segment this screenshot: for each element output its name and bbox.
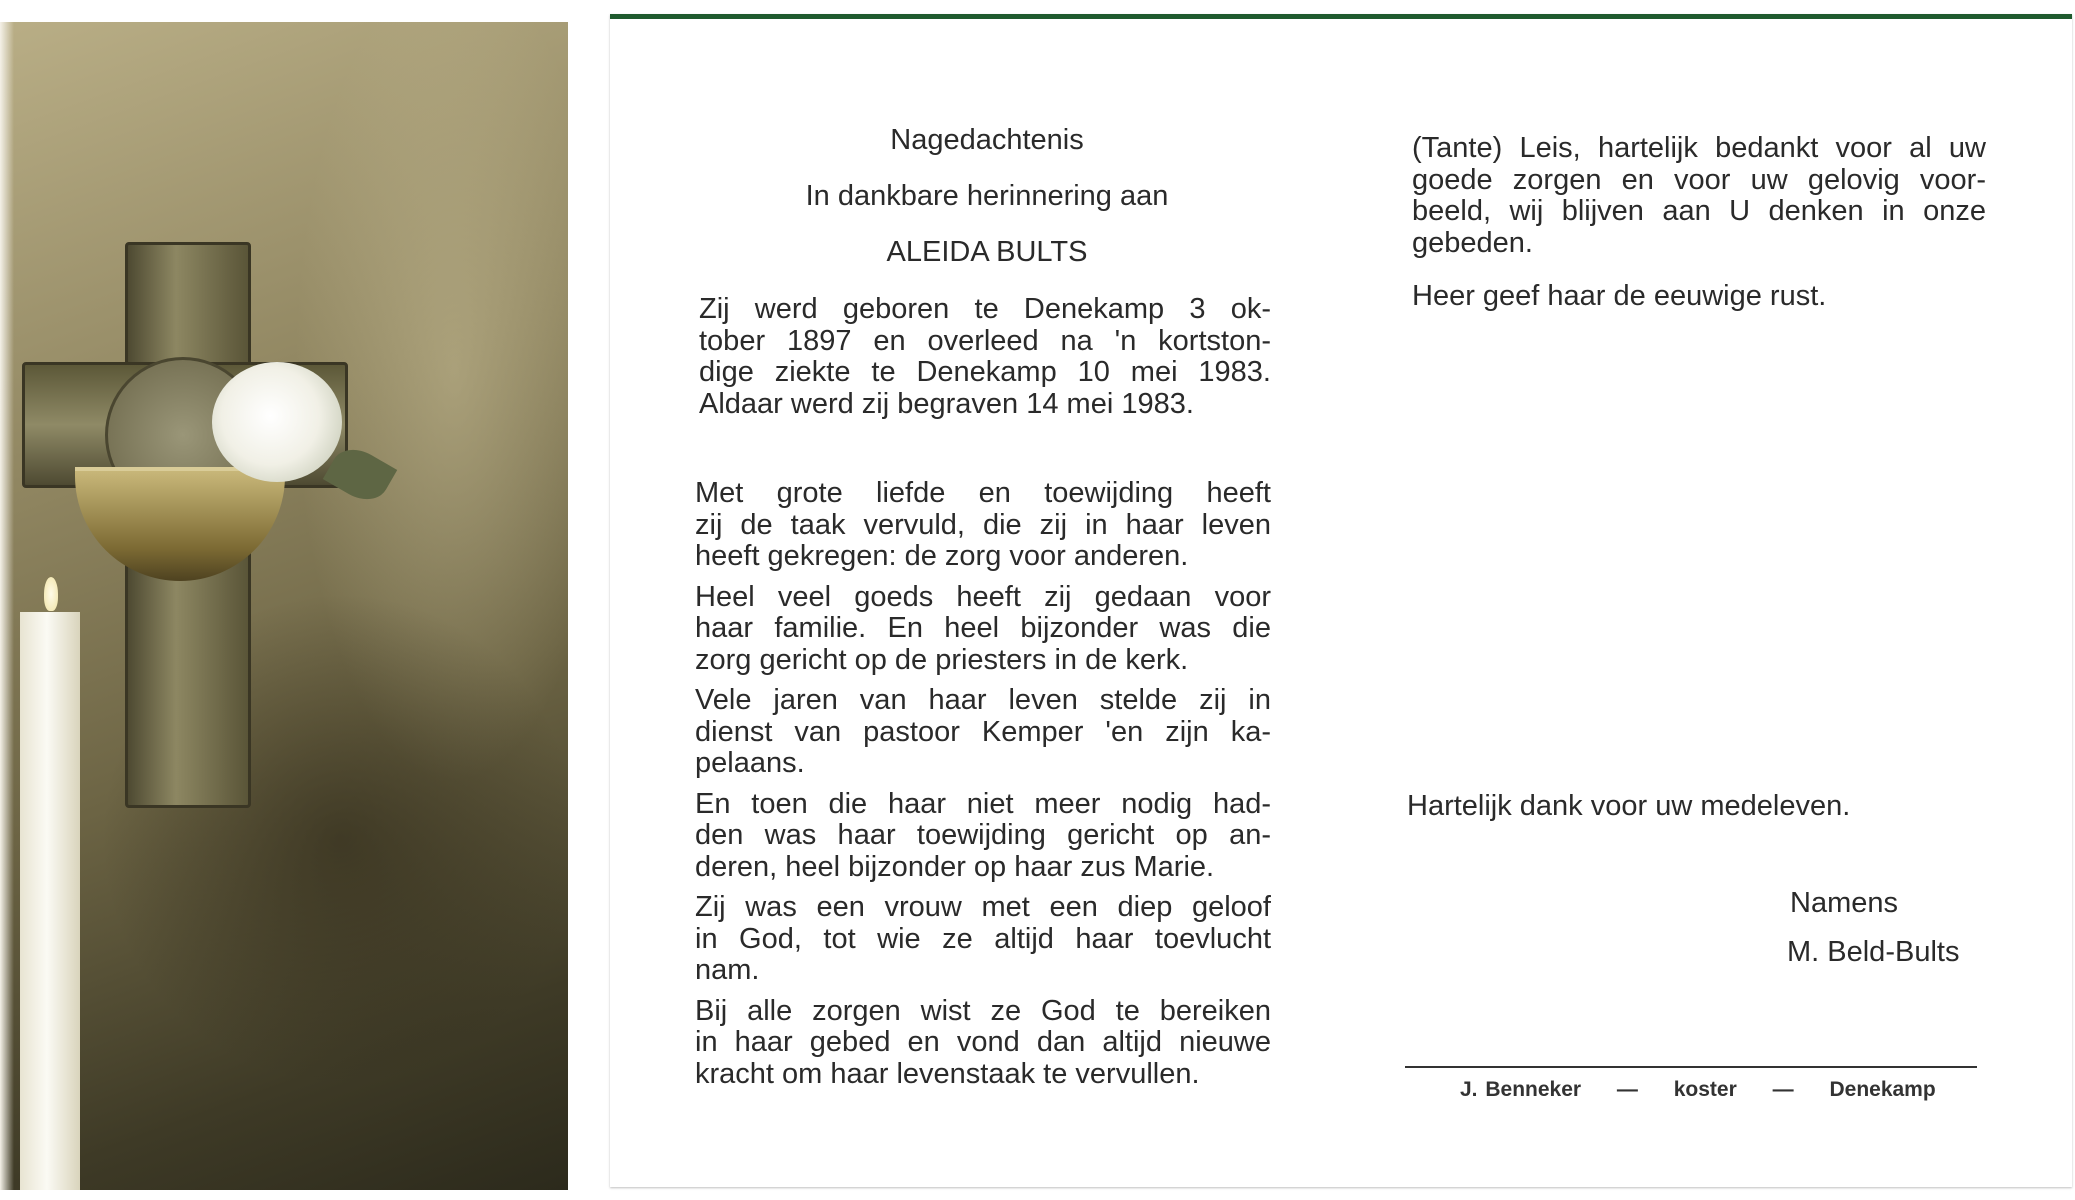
text-line: goede zorgen en voor uw gelovig voor-	[1412, 163, 1986, 196]
paragraph	[695, 478, 1271, 573]
text-line: (Tante) Leis, hartelijk bedankt voor al uw	[1412, 132, 1986, 164]
holy-water-bowl	[75, 467, 285, 581]
paragraph	[1412, 133, 1986, 259]
text-line: Met grote liefde en toewijding heeft	[695, 477, 1271, 509]
text-line: Vele jaren van haar leven stelde zij in	[695, 684, 1271, 716]
intro-paragraph	[699, 294, 1271, 429]
printer-place: Denekamp	[1829, 1078, 1936, 1101]
paragraph	[695, 892, 1271, 987]
card-title: Nagedachtenis	[890, 124, 1084, 156]
text-line: Aldaar werd zij begraven 14 mei 1983.	[699, 387, 1194, 420]
biography-paragraphs	[695, 478, 1271, 1099]
text-line: in haar gebed en vond dan altijd nieuwe	[695, 1026, 1271, 1058]
paragraph	[695, 789, 1271, 884]
text-line: zorg gericht op de priesters in de kerk.	[695, 643, 1189, 676]
photo-edge	[0, 22, 14, 1190]
text-line: Bij alle zorgen wist ze God te bereiken	[695, 994, 1271, 1027]
text-line: Heel veel goeds heeft zij gedaan voor	[695, 580, 1271, 613]
text-line: dienst van pastoor Kemper 'en zijn ka-	[695, 715, 1271, 748]
text-line: gebeden.	[1412, 226, 1533, 259]
text-line: dige ziekte te Denekamp 10 mei 1983.	[699, 356, 1271, 388]
text-line: beeld, wij blijven aan U denken in onze	[1412, 195, 1986, 227]
text-line: En toen die haar niet meer nodig had-	[695, 787, 1271, 820]
memorial-photo-cross-candle-flower	[0, 22, 568, 1190]
footer-dash: —	[1616, 1078, 1638, 1101]
text-line: haar familie. En heel bijzonder was die	[695, 612, 1271, 644]
signature-name: M. Beld-Bults	[1787, 936, 1960, 968]
paragraph	[695, 582, 1271, 677]
footer-dash: —	[1772, 1078, 1794, 1101]
text-line: Heer geef haar de eeuwige rust.	[1412, 280, 1827, 312]
paragraph	[695, 996, 1271, 1091]
paragraph	[699, 294, 1271, 420]
text-line: nam.	[695, 954, 760, 986]
printer-footer	[1460, 1078, 1964, 1102]
text-line: kracht om haar levenstaak te vervullen.	[695, 1057, 1200, 1090]
text-line: in God, tot wie ze altijd haar toevlucht	[695, 922, 1271, 955]
printer-role: koster	[1673, 1078, 1737, 1101]
signature-label: Namens	[1790, 887, 1898, 919]
text-line: den was haar toewijding gericht op an-	[695, 819, 1271, 851]
printer-name: J. Benneker	[1460, 1078, 1582, 1101]
card-subtitle: In dankbare herinnering aan	[805, 180, 1169, 212]
candle-flame	[44, 577, 58, 611]
paragraph	[695, 685, 1271, 780]
deceased-name: ALEIDA BULTS	[886, 236, 1088, 268]
right-paragraphs	[1412, 133, 1986, 322]
candle	[20, 612, 80, 1190]
text-line: Zij was een vrouw met een diep geloof	[695, 891, 1271, 923]
thanks-text: Hartelijk dank voor uw medeleven.	[1407, 790, 1851, 822]
text-line: zij de taak vervuld, die zij in haar leven	[695, 508, 1271, 541]
footer-divider	[1405, 1066, 1977, 1068]
text-line: deren, heel bijzonder op haar zus Marie.	[695, 850, 1215, 883]
text-line: tober 1897 en overleed na 'n kortston-	[699, 324, 1271, 357]
text-line: pelaans.	[695, 747, 805, 779]
paragraph	[1412, 281, 1986, 313]
text-line: heeft gekregen: de zorg voor anderen.	[695, 540, 1189, 572]
white-flower	[212, 362, 342, 482]
text-line: Zij werd geboren te Denekamp 3 ok-	[699, 293, 1271, 325]
